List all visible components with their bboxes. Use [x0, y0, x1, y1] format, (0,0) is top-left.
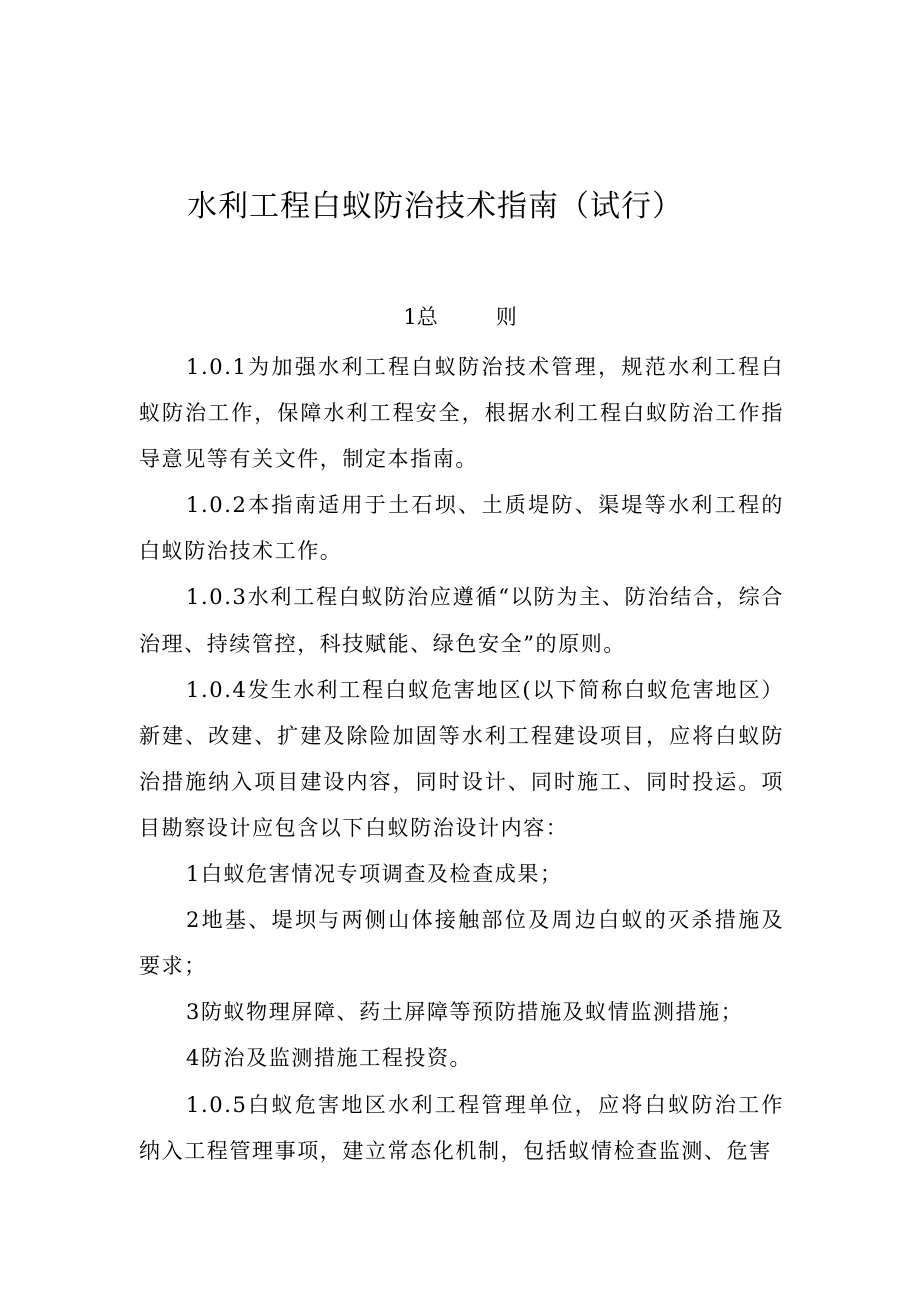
- body-text: [139, 344, 784, 1174]
- section-title-part2: 则: [495, 305, 517, 329]
- section-title-part1: 总: [416, 305, 438, 329]
- document-title: 水利工程白蚁防治技术指南（试行）: [187, 189, 683, 224]
- paragraph-1-0-4: 1.0.4发生水利工程白蚁危害地区(以下简称白蚁危害地区）新建、改建、扩建及除险加固等水利工程建设项目，应将白蚁防治措施纳入项目建设内容，同时设计、同时施工、同时投运。项目勘察设计应包含以下白蚁防治设计内容：: [139, 677, 784, 840]
- section-heading: [0, 302, 920, 332]
- paragraph-1-0-3: 1.0.3水利工程白蚁防治应遵循“以防为主、防治结合，综合治理、持续管控，科技赋能、绿色安全”的原则。: [139, 585, 784, 656]
- paragraph-1-0-2: 1.0.2本指南适用于土石坝、土质堤防、渠堤等水利工程的白蚁防治技术工作。: [139, 493, 784, 564]
- list-item-2: 2地基、堤坝与两侧山体接触部位及周边白蚁的灭杀措施及要求；: [139, 908, 784, 979]
- list-item-4: 4防治及监测措施工程投资。: [186, 1046, 473, 1071]
- paragraph-1-0-1: 1.0.1为加强水利工程白蚁防治技术管理，规范水利工程白蚁防治工作，保障水利工程安全，根据水利工程白蚁防治工作指导意见等有关文件，制定本指南。: [139, 355, 784, 472]
- list-item-1: 1白蚁危害情况专项调查及检查成果；: [186, 862, 563, 887]
- section-number: 1: [403, 305, 417, 329]
- paragraph-1-0-5: 1.0.5白蚁危害地区水利工程管理单位，应将白蚁防治工作纳入工程管理事项，建立常态化机制，包括蚁情检查监测、危害: [139, 1092, 784, 1163]
- list-item-3: 3防蚁物理屏障、药土屏障等预防措施及蚁情监测措施；: [186, 1000, 744, 1025]
